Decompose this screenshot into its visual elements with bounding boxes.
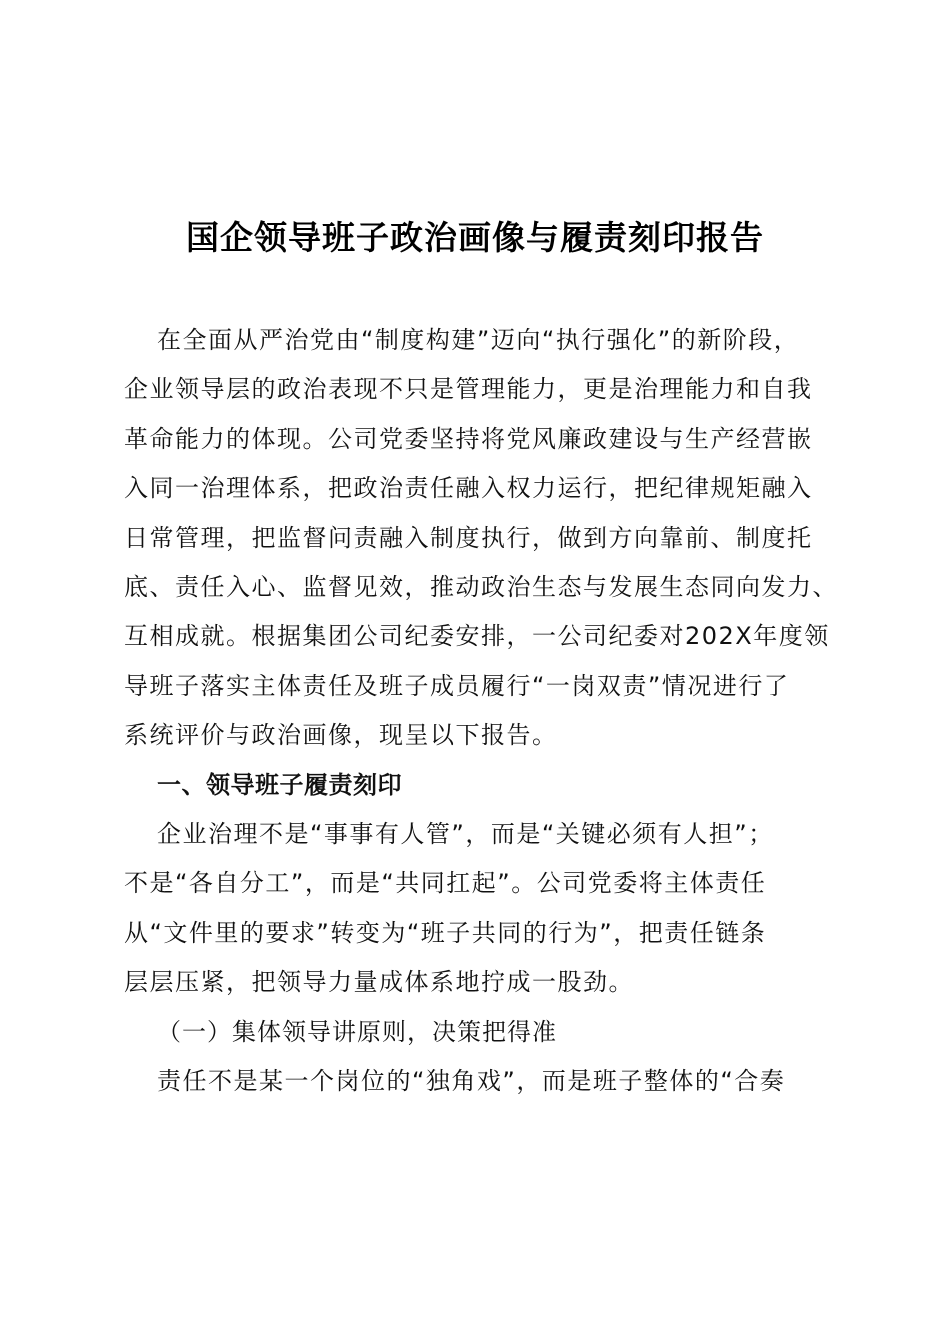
- text-line: 不是“各自分工”，而是“共同扛起”。公司党委将主体责任: [124, 869, 767, 898]
- text-line: 从“文件里的要求”转变为“班子共同的行为”，把责任链条: [124, 918, 767, 947]
- document-body: [124, 316, 836, 1107]
- subsection-heading: （一）集体领导讲原则，决策把得准: [157, 1017, 557, 1046]
- text-line: 系统评价与政治画像，现呈以下报告。: [124, 721, 558, 750]
- document-title: 国企领导班子政治画像与履责刻印报告: [186, 218, 764, 257]
- text-line: 企业领导层的政治表现不只是管理能力，更是治理能力和自我: [124, 375, 813, 404]
- text-line: 责任不是某一个岗位的“独角戏”，而是班子整体的“合奏: [157, 1067, 786, 1096]
- subsection-paragraph: [124, 1057, 836, 1106]
- text-line: 导班子落实主体责任及班子成员履行“一岗双责”情况进行了: [124, 671, 790, 700]
- text-line: 底、责任入心、监督见效，推动政治生态与发展生态同向发力、: [124, 573, 838, 602]
- text-line: 日常管理，把监督问责融入制度执行，做到方向靠前、制度托: [124, 523, 813, 552]
- text-line: 在全面从严治党由“制度构建”迈向“执行强化”的新阶段，: [157, 326, 800, 354]
- text-line: 互相成就。根据集团公司纪委安排，一公司纪委对202X年度领: [124, 622, 830, 651]
- section-heading: 一、领导班子履责刻印: [157, 770, 402, 799]
- text-line: 入同一治理体系，把政治责任融入权力运行，把纪律规矩融入: [124, 474, 813, 503]
- intro-paragraph: [124, 316, 836, 761]
- text-line: 层层压紧，把领导力量成体系地拧成一股劲。: [124, 968, 634, 997]
- text-line: 企业治理不是“事事有人管”，而是“关键必须有人担”；: [157, 820, 774, 849]
- section-paragraph: [124, 810, 836, 1008]
- text-line: 革命能力的体现。公司党委坚持将党风廉政建设与生产经营嵌: [124, 424, 813, 453]
